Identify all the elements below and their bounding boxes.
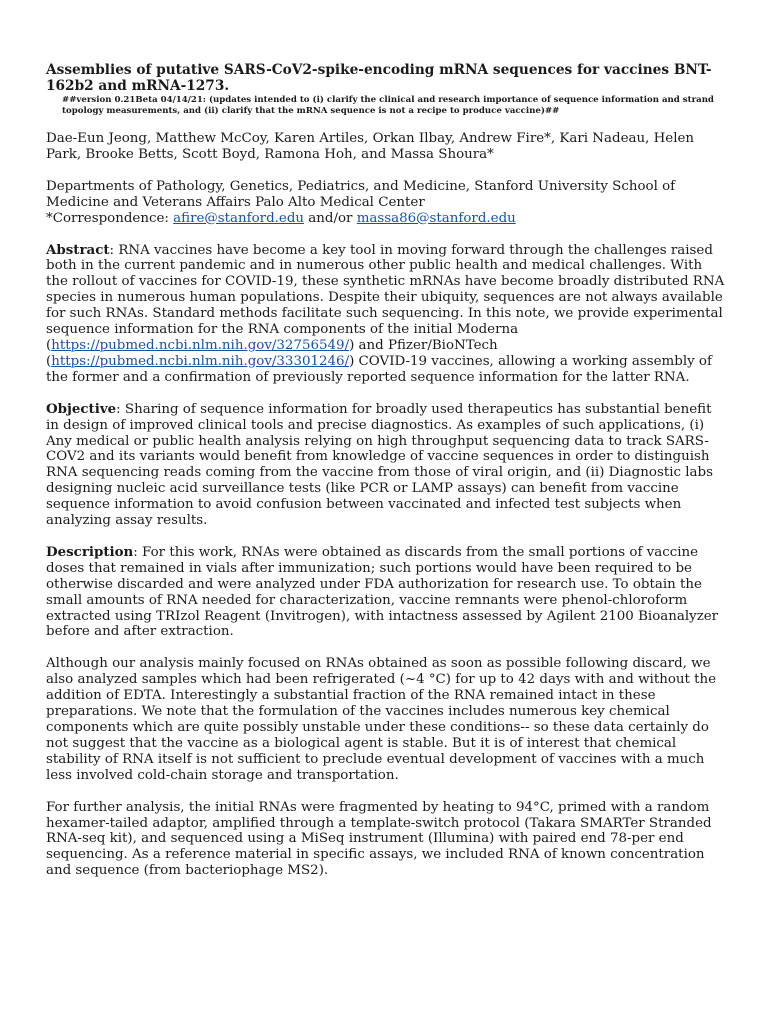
pubmed-link-moderna[interactable]: https://pubmed.ncbi.nlm.nih.gov/32756549/ bbox=[51, 337, 350, 353]
abstract-text-2: ) and Pfizer/BioNTech ( bbox=[46, 337, 498, 369]
pubmed-link-pfizer[interactable]: https://pubmed.ncbi.nlm.nih.gov/33301246/ bbox=[51, 353, 350, 369]
version-note: ##version 0.21Beta 04/14/21: (updates intended to (i) clarify the clinical and research importance of sequence information and strand topology measurements, and (ii) clarify that the mRNA sequence is not a recipe to produce vaccine)## bbox=[62, 95, 714, 116]
author-list: Dae-Eun Jeong, Matthew McCoy, Karen Artiles, Orkan Ilbay, Andrew Fire*, Kari Nadeau, Helen Park, Brooke Betts, Scott Boyd, Ramona Hoh, and Massa Shoura* bbox=[46, 131, 695, 162]
affiliation: Departments of Pathology, Genetics, Pediatrics, and Medicine, Stanford University School of Medicine and Veterans Affairs Palo Alto Medical Center bbox=[46, 178, 676, 210]
abstract-paragraph bbox=[46, 243, 726, 386]
objective-text: : Sharing of sequence information for broadly used therapeutics has substantial benefit in design of improved clinical tools and precise diagnostics. As examples of such applications, (i) Any medical or public health analysis relying on high throughput sequencing data to track SARS-COV2 and its variants would benefit from knowledge of vaccine sequences in order to distinguish RNA sequencing reads coming from the vaccine from those of viral origin, and (ii) Diagnostic labs designing nucleic acid surveillance tests (like PCR or LAMP assays) can benefit from vaccine sequence information to avoid confusion between vaccinated and infected test subjects when analyzing assay results. bbox=[46, 401, 713, 529]
affiliation-block bbox=[46, 179, 726, 227]
objective-paragraph bbox=[46, 402, 726, 529]
correspondence bbox=[46, 211, 726, 227]
correspondence-joiner: and/or bbox=[304, 210, 357, 226]
description-label: Description bbox=[46, 543, 134, 560]
document-page bbox=[46, 62, 726, 879]
description-text: : For this work, RNAs were obtained as discards from the small portions of vaccine doses that remained in vials after immunization; such portions would have been required to be otherwise discarded and were analyzed under FDA authorization for research use. To obtain the small amounts of RNA needed for characterization, vaccine remnants were phenol-chloroform extracted using TRIzol Reagent (Invitrogen), with intactness assessed by Agilent 2100 Bioanalyzer before and after extraction. bbox=[46, 544, 719, 640]
description-paragraph bbox=[46, 545, 726, 640]
analysis-paragraph: For further analysis, the initial RNAs were fragmented by heating to 94°C, primed with a random hexamer-tailed adaptor, amplified through a template-switch protocol (Takara SMARTer Stranded RNA-seq kit), and sequenced using a MiSeq instrument (Illumina) with paired end 78-per end sequencing. As a reference material in specific assays, we included RNA of known concentration and sequence (from bacteriophage MS2). bbox=[46, 799, 712, 879]
email-link-massa[interactable]: massa86@stanford.edu bbox=[356, 210, 516, 226]
abstract-text-1: : RNA vaccines have become a key tool in moving forward through the challenges raised both in the current pandemic and in numerous other public health and medical challenges. With the rollout of vaccines for COVID-19, these synthetic mRNAs have become broadly distributed RNA species in numerous human populations. Despite their ubiquity, sequences are not always available for such RNAs. Standard methods facilitate such sequencing. In this note, we provide experimental sequence information for the RNA components of the initial Moderna ( bbox=[46, 242, 725, 353]
email-link-afire[interactable]: afire@stanford.edu bbox=[173, 210, 305, 226]
objective-label: Objective bbox=[46, 400, 117, 417]
abstract-label: Abstract bbox=[46, 241, 110, 258]
abstract-text-3: ) COVID-19 vaccines, allowing a working assembly of the former and a confirmation of previously reported sequence information for the latter RNA. bbox=[46, 353, 712, 385]
storage-paragraph: Although our analysis mainly focused on RNAs obtained as soon as possible following discard, we also analyzed samples which had been refrigerated (~4 °C) for up to 42 days with and without the addition of EDTA. Interestingly a substantial fraction of the RNA remained intact in these preparations. We note that the formulation of the vaccines includes numerous key chemical components which are quite possibly unstable under these conditions-- so these data certainly do not suggest that the vaccine as a biological agent is stable. But it is of interest that chemical stability of RNA itself is not sufficient to preclude eventual development of vaccines with a much less involved cold-chain storage and transportation. bbox=[46, 656, 717, 783]
correspondence-prefix: *Correspondence: bbox=[46, 210, 174, 226]
paper-title: Assemblies of putative SARS-CoV2-spike-encoding mRNA sequences for vaccines BNT-162b2 and mRNA-1273. bbox=[46, 62, 712, 94]
